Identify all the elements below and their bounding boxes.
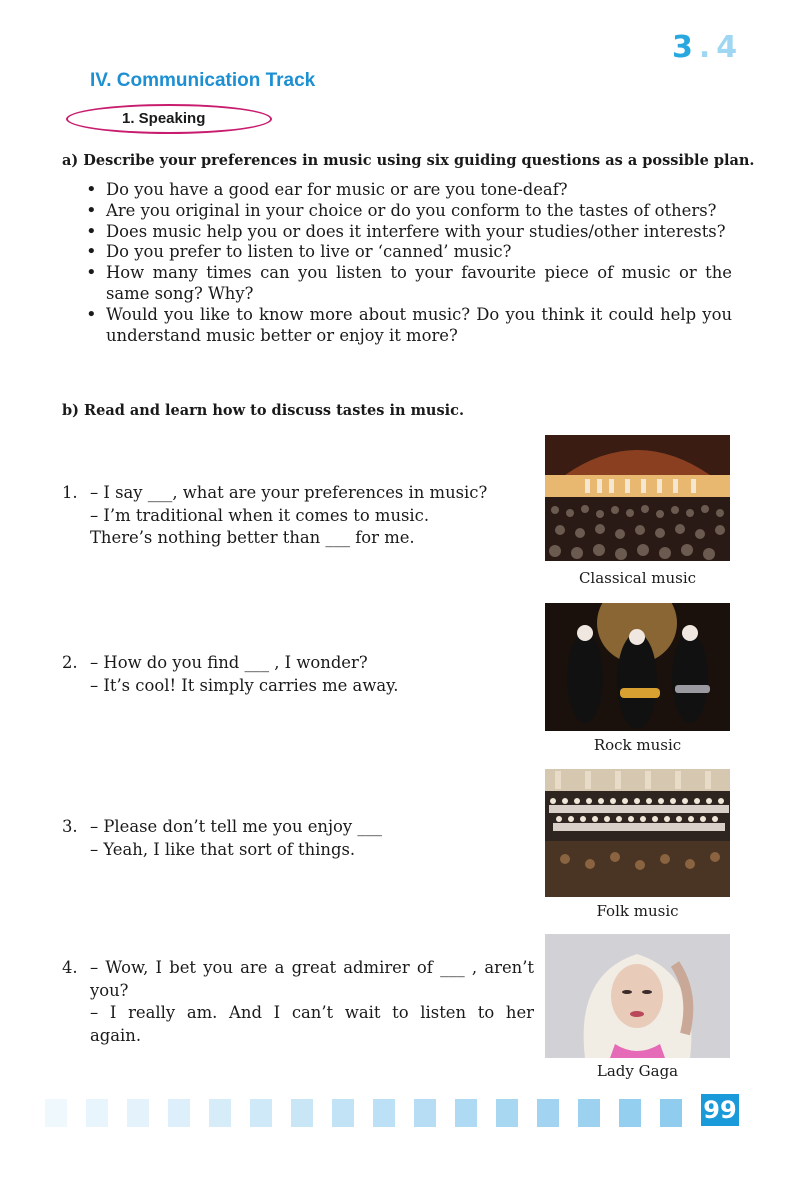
dialogue-number: 3. (62, 817, 78, 836)
footer-square (578, 1099, 600, 1127)
dialogue-1 (62, 482, 534, 550)
dialogue-line: – Yeah, I like that sort of things. (90, 839, 356, 859)
dialogue-line: – Wow, I bet you are a great admirer of ___ , aren’t (90, 958, 534, 977)
photo-caption: Folk music (596, 902, 679, 920)
list-item: • Do you have a good ear for music or are you tone-deaf? (86, 180, 732, 201)
footer-square (127, 1099, 149, 1127)
dialogue-line: again. (90, 1025, 142, 1045)
list-item: • Are you original in your choice or do you conform to the tastes of others? (86, 201, 732, 222)
photo-caption: Classical music (578, 569, 697, 587)
task-b-instruction: b) Read and learn how to discuss tastes in music. (62, 402, 465, 419)
list-item: • Do you prefer to listen to live or ‘canned’ music? (86, 242, 732, 263)
footer-square (291, 1099, 313, 1127)
dialogue-line: you? (90, 980, 129, 1000)
dialogue-2 (62, 652, 534, 697)
list-item: • How many times can you listen to your favourite piece of music or the same song? Why? (86, 263, 732, 305)
list-item: • Would you like to know more about music? Do you think it could help you understand music better or enjoy it more? (86, 305, 732, 347)
footer-square (250, 1099, 272, 1127)
unit-major: 3 (672, 30, 699, 65)
dialogue-line: – Please don’t tell me you enjoy ___ (90, 817, 382, 836)
footer-square (455, 1099, 477, 1127)
unit-minor: 4 (716, 30, 744, 65)
footer-square (209, 1099, 231, 1127)
footer-square (414, 1099, 436, 1127)
footer-square (332, 1099, 354, 1127)
classical-concert-photo (545, 435, 730, 561)
dialogue-line: – I really am. And I can’t wait to listen to her (90, 1003, 534, 1022)
task-a-instruction: a) Describe your preferences in music using six guiding questions as a possible plan. (62, 152, 755, 169)
folk-choir-photo (545, 769, 730, 897)
photo-caption: Rock music (593, 736, 682, 754)
list-item: • Does music help you or does it interfere with your studies/other interests? (86, 222, 732, 243)
footer-square (168, 1099, 190, 1127)
dialogue-number: 2. (62, 653, 78, 672)
dialogue-number: 4. (62, 958, 78, 977)
page-number: 99 (701, 1094, 739, 1126)
footer-square (45, 1099, 67, 1127)
subsection-title: 1. Speaking (122, 110, 206, 127)
footer-square (86, 1099, 108, 1127)
rock-band-photo (545, 603, 730, 731)
question-list (86, 180, 732, 346)
dialogue-4 (62, 957, 534, 1047)
footer-square (373, 1099, 395, 1127)
dialogue-line: There’s nothing better than ___ for me. (90, 528, 415, 547)
unit-dot: . (698, 30, 717, 65)
lady-gaga-photo (545, 934, 730, 1058)
footer-square (537, 1099, 559, 1127)
dialogue-line: – I say ___, what are your preferences in music? (90, 483, 488, 502)
unit-number (672, 30, 743, 65)
dialogue-3 (62, 816, 534, 861)
dialogue-line: – How do you find ___ , I wonder? (90, 653, 368, 672)
dialogue-line: – I’m traditional when it comes to music. (90, 505, 430, 525)
footer-square (619, 1099, 641, 1127)
footer-square (496, 1099, 518, 1127)
dialogue-number: 1. (62, 483, 78, 502)
footer-square (660, 1099, 682, 1127)
photo-caption: Lady Gaga (596, 1062, 679, 1080)
section-title: IV. Communication Track (90, 70, 316, 91)
footer-decor-strip (45, 1099, 695, 1127)
dialogue-line: – It’s cool! It simply carries me away. (90, 675, 399, 695)
